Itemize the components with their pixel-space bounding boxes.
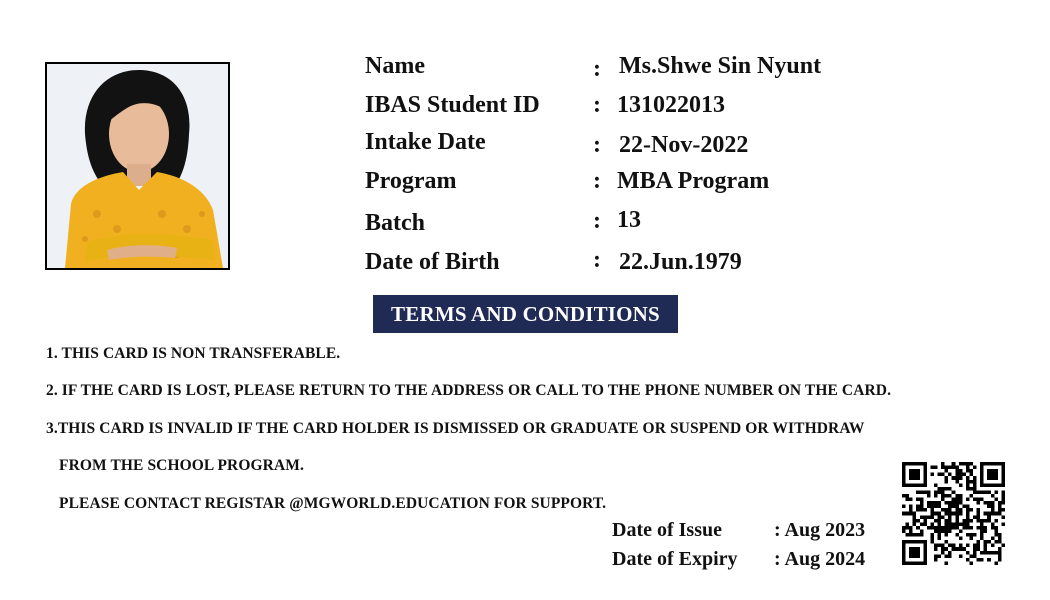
date-of-birth-value: 22.Jun.1979	[619, 249, 742, 275]
separator: :	[593, 208, 601, 234]
expiry-date-value: : Aug 2024	[774, 548, 866, 570]
term-item: 2. IF THE CARD IS LOST, PLEASE RETURN TO THE ADDRESS OR CALL TO THE PHONE NUMBER ON THE CARD.	[46, 382, 892, 399]
student-id-label: IBAS Student ID	[365, 92, 540, 118]
issue-date	[612, 516, 866, 544]
student-id-value: 131022013	[617, 92, 725, 118]
program-value: MBA Program	[617, 168, 770, 194]
term-item: FROM THE SCHOOL PROGRAM.	[59, 457, 304, 474]
name-value: Ms.Shwe Sin Nyunt	[619, 53, 822, 79]
intake-date-label: Intake Date	[365, 129, 486, 155]
term-item: 3.THIS CARD IS INVALID IF THE CARD HOLDER IS DISMISSED OR GRADUATE OR SUSPEND OR WITHDRAW	[46, 420, 865, 437]
separator: :	[593, 168, 601, 194]
term-item: 1. THIS CARD IS NON TRANSFERABLE.	[46, 345, 341, 362]
batch-value: 13	[617, 207, 641, 233]
issue-date-value: : Aug 2023	[774, 519, 866, 541]
person-photo-icon	[47, 64, 228, 268]
issue-date-label: Date of Issue	[612, 519, 722, 541]
batch-label: Batch	[365, 210, 425, 236]
separator: :	[593, 56, 601, 82]
separator: :	[593, 132, 601, 158]
separator: :	[593, 92, 601, 118]
program-label: Program	[365, 168, 457, 194]
terms-title: TERMS AND CONDITIONS	[373, 295, 678, 333]
date-of-birth-label: Date of Birth	[365, 249, 500, 275]
name-label: Name	[365, 53, 425, 79]
intake-date-value: 22-Nov-2022	[619, 132, 749, 158]
expiry-date-label: Date of Expiry	[612, 548, 738, 570]
student-photo	[45, 62, 230, 270]
expiry-date	[612, 545, 866, 573]
qr-code-icon	[902, 462, 1005, 565]
term-item: PLEASE CONTACT REGISTAR @MGWORLD.EDUCATION FOR SUPPORT.	[59, 495, 607, 512]
separator: :	[593, 247, 601, 273]
